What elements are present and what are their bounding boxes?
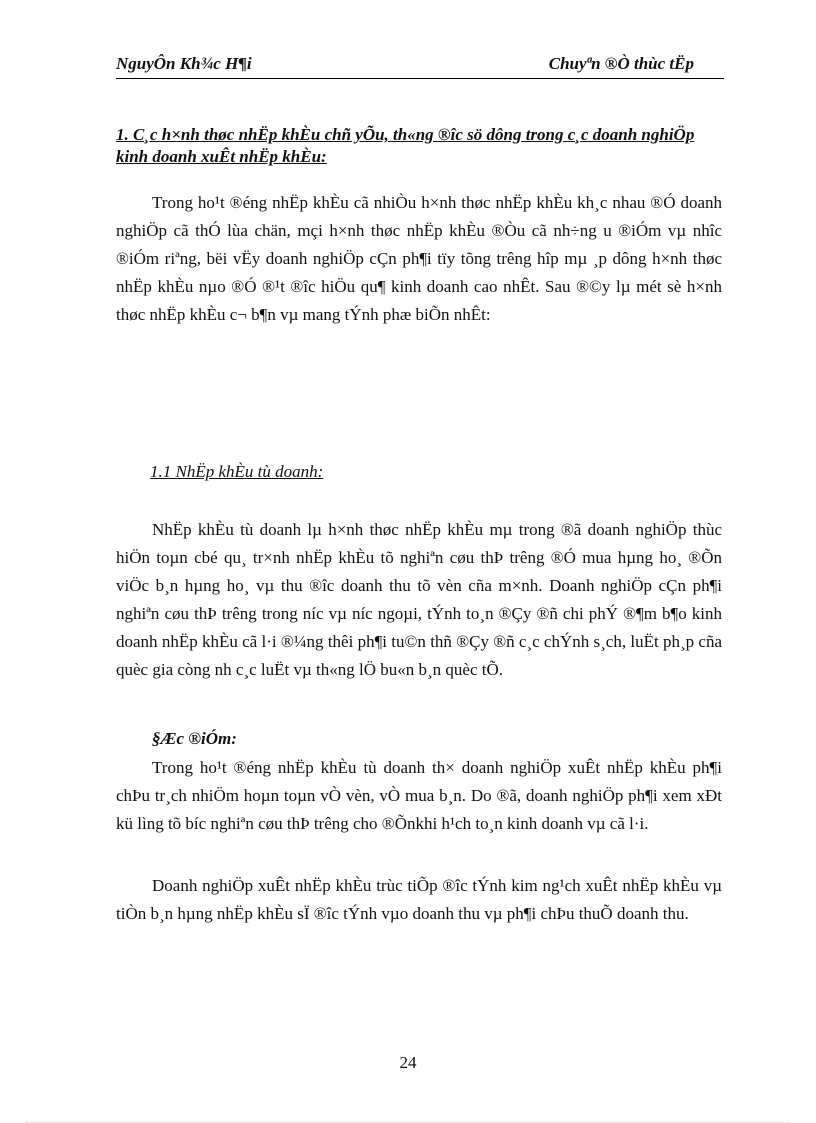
subsection-heading: 1.1 NhËp khÈu tù doanh:: [150, 462, 324, 481]
paragraph-self-import: NhËp khÈu tù doanh lµ h×nh thøc nhËp khÈu mµ trong ®ã doanh nghiÖp thùc hiÖn toµn cbé qu¸ tr×nh nhËp khÈu tõ nghiªn cøu thÞ trêng ®Ó mua hµng ho¸ ®Õn viÖc b¸n hµng ho¸ vµ thu ®îc doanh thu tõ vèn cña m×nh. Doanh nghiÖp cÇn ph¶i nghiªn cøu thÞ trêng trong níc vµ níc ngoµi, tÝnh to¸n ®Çy ®ñ chi phÝ ®¶m b¶o kinh doanh nhËp khÈu cã l·i ®¼ng thêi ph¶i tu©n thñ ®Çy ®ñ c¸c chÝnh s¸ch, luËt ph¸p cña quèc gia còng nh c¸c luËt vµ th«ng lÖ bu«n b¸n quèc tÕ.: [116, 520, 722, 679]
section-heading: 1. C¸c h×nh thøc nhËp khÈu chñ yÕu, th«ng ®îc sö dông trong c¸c doanh nghiÖp kinh doanh xuÊt nhËp khÈu:: [116, 125, 695, 166]
paragraph-features: Trong ho¹t ®éng nhËp khÈu tù doanh th× doanh nghiÖp xuÊt nhËp khÈu ph¶i chÞu tr¸ch nhiÖm hoµn toµn vÒ vèn, vÒ mua b¸n. Do ®ã, doanh nghiÖp ph¶i xem xÐt kü lìng tõ bíc nghiªn cøu thÞ trêng cho ®Õnkhi h¹ch to¸n kinh doanh vµ cã l·i.: [116, 758, 722, 833]
intro-paragraph: Trong ho¹t ®éng nhËp khÈu cã nhiÒu h×nh thøc nhËp khÈu kh¸c nhau ®Ó doanh nghiÖp cã thÓ lùa chän, mçi h×nh thøc nhËp khÈu ®Òu cã nh÷ng u ®iÓm vµ nhîc ®iÓm riªng, bëi vËy doanh nghiÖp cÇn ph¶i tïy tõng trêng hîp mµ ¸p dông h×nh thøc nhËp khÈu nµo ®Ó ®¹t ®îc hiÖu qu¶ kinh doanh cao nhÊt. Sau ®©y lµ mét sè h×nh thøc nhËp khÈu c¬ b¶n vµ mang tÝnh phæ biÕn nhÊt:: [116, 193, 722, 324]
page-number: 24: [399, 1053, 417, 1072]
paragraph-revenue: Doanh nghiÖp xuÊt nhËp khÈu trùc tiÕp ®îc tÝnh kim ng¹ch xuÊt nhËp khÈu vµ tiÒn b¸n hµng nhËp khÈu sÏ ®îc tÝnh vµo doanh thu vµ ph¶i chÞu thuÕ doanh thu.: [116, 876, 722, 923]
feature-label: §Æc ®iÓm:: [152, 729, 237, 748]
page-header: [116, 50, 724, 79]
header-author: NguyÔn Kh¾c H¶i: [116, 54, 252, 73]
header-title: Chuyªn ®Ò thùc tËp: [548, 54, 694, 73]
